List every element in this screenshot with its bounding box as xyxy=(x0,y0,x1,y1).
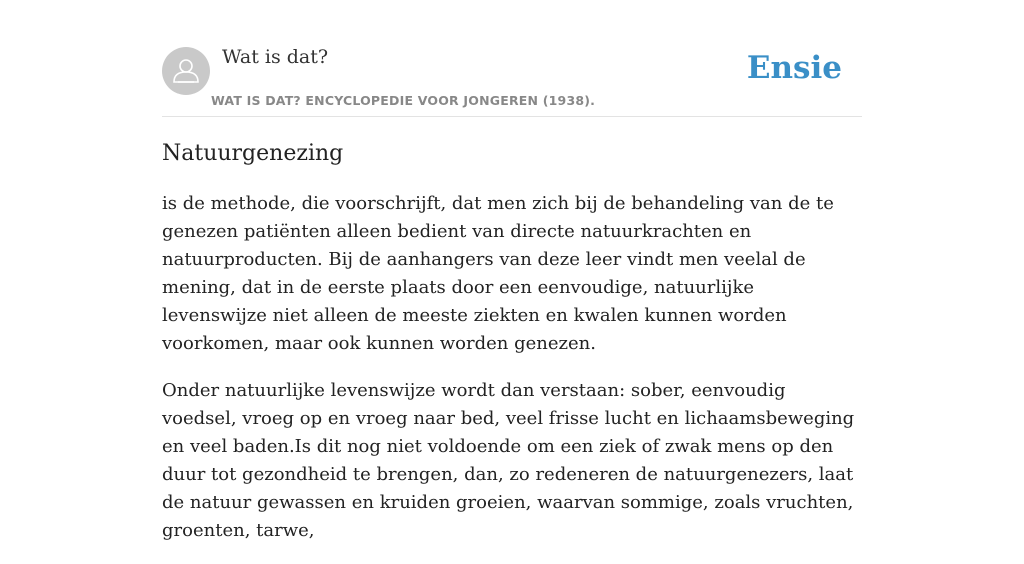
avatar[interactable] xyxy=(162,47,210,95)
article-title: Natuurgenezing xyxy=(162,141,344,166)
ensie-logo[interactable]: Ensie xyxy=(746,50,842,86)
source-header xyxy=(162,40,862,117)
article xyxy=(162,138,862,564)
source-title[interactable]: Wat is dat? xyxy=(222,46,329,68)
article-paragraph: is de methode, die voorschrijft, dat men zich bij de behandeling van de te genezen patiënten alleen bedient van directe natuurkrachten en natuurproducten. Bij de aanhangers van deze leer vindt men veelal de mening, dat in de eerste plaats door een eenvoudige, natuurlijke levenswijze niet alleen de meeste ziekten en kwalen kunnen worden voorkomen, maar ook kunnen worden genezen. xyxy=(162,193,834,354)
article-paragraph: Onder natuurlijke levenswijze wordt dan verstaan: sober, eenvoudig voedsel, vroeg op en vroeg naar bed, veel frisse lucht en lichaamsbeweging en veel baden.Is dit nog niet voldoende om een ziek of zwak mens op den duur tot gezondheid te brengen, dan, zo redeneren de natuurgenezers, laat de natuur gewassen en kruiden groeien, waarvan sommige, zoals vruchten, groenten, tarwe, xyxy=(162,380,855,541)
user-icon xyxy=(162,47,210,95)
source-subtitle[interactable]: WAT IS DAT? ENCYCLOPEDIE VOOR JONGEREN (1938). xyxy=(211,93,596,108)
